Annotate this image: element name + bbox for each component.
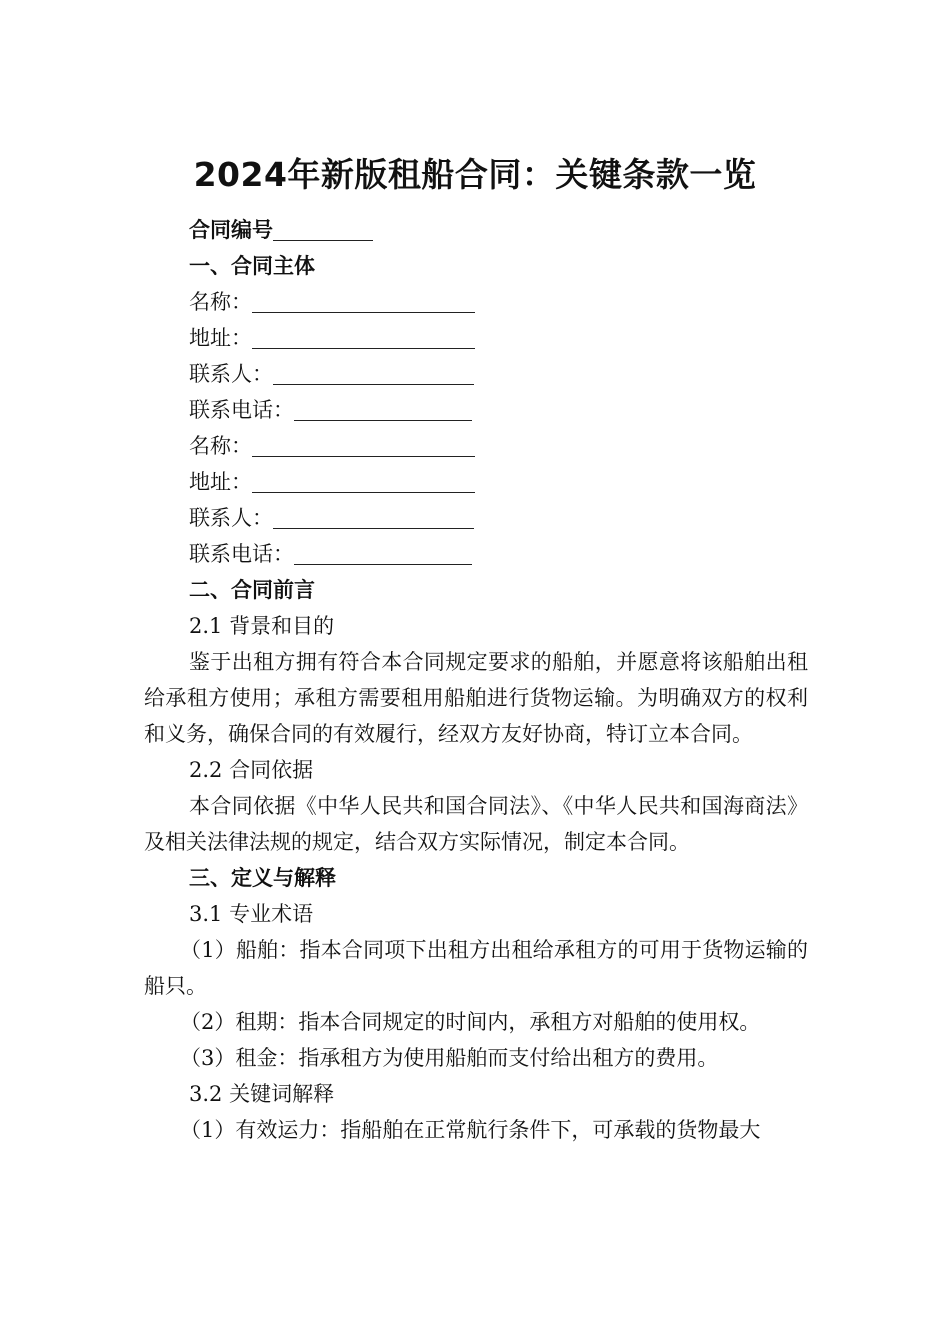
paragraph-background: 鉴于出租方拥有符合本合同规定要求的船舶，并愿意将该船舶出租给承租方使用；承租方需要租用船舶进行货物运输。为明确双方的权利和义务，确保合同的有效履行，经双方友好协商，特订立本合同。 <box>144 650 808 746</box>
party-b-name-line <box>144 428 808 464</box>
party-b-contact-line <box>144 500 808 536</box>
document-title: 2024年新版租船合同：关键条款一览 <box>193 155 757 194</box>
subsection-3-2: 3.2 关键词解释 <box>189 1082 335 1106</box>
party-b-name-label: 名称： <box>189 434 252 458</box>
party-a-phone-label: 联系电话： <box>189 398 294 422</box>
definition-item-vessel: （1）船舶：指本合同项下出租方出租给承租方的可用于货物运输的船只。 <box>144 938 808 998</box>
party-b-address-blank <box>252 466 475 493</box>
party-a-name-blank <box>252 286 475 313</box>
section-heading-preamble: 二、合同前言 <box>189 578 315 602</box>
party-a-name-line <box>144 284 808 320</box>
party-a-address-blank <box>252 322 475 349</box>
definition-item-term: （2）租期：指本合同规定的时间内，承租方对船舶的使用权。 <box>180 1010 761 1034</box>
paragraph-legal-basis: 本合同依据《中华人民共和国合同法》、《中华人民共和国海商法》及相关法律法规的规定，结合双方实际情况，制定本合同。 <box>144 794 808 854</box>
party-a-contact-line <box>144 356 808 392</box>
contract-number-blank <box>273 214 373 241</box>
party-a-contact-label: 联系人： <box>189 362 273 386</box>
party-b-address-line <box>144 464 808 500</box>
party-b-name-blank <box>252 430 475 457</box>
party-b-address-label: 地址： <box>189 470 252 494</box>
subsection-2-2: 2.2 合同依据 <box>189 758 314 782</box>
contract-number-label: 合同编号 <box>189 218 273 242</box>
party-b-phone-label: 联系电话： <box>189 542 294 566</box>
subsection-2-1: 2.1 背景和目的 <box>189 614 335 638</box>
party-a-address-line <box>144 320 808 356</box>
party-b-contact-label: 联系人： <box>189 506 273 530</box>
party-b-phone-line <box>144 536 808 572</box>
subsection-3-1: 3.1 专业术语 <box>189 902 314 926</box>
section-heading-definitions: 三、定义与解释 <box>189 866 336 890</box>
section-heading-parties: 一、合同主体 <box>189 254 315 278</box>
party-b-contact-blank <box>273 502 474 529</box>
definition-item-rent: （3）租金：指承租方为使用船舶而支付给出租方的费用。 <box>180 1046 719 1070</box>
party-a-phone-blank <box>294 394 472 421</box>
contract-number-line <box>144 212 808 248</box>
document-body <box>144 212 808 1148</box>
party-b-phone-blank <box>294 538 472 565</box>
party-a-name-label: 名称： <box>189 290 252 314</box>
party-a-contact-blank <box>273 358 474 385</box>
party-a-phone-line <box>144 392 808 428</box>
definition-item-capacity: （1）有效运力：指船舶在正常航行条件下，可承载的货物最大 <box>180 1118 761 1142</box>
party-a-address-label: 地址： <box>189 326 252 350</box>
